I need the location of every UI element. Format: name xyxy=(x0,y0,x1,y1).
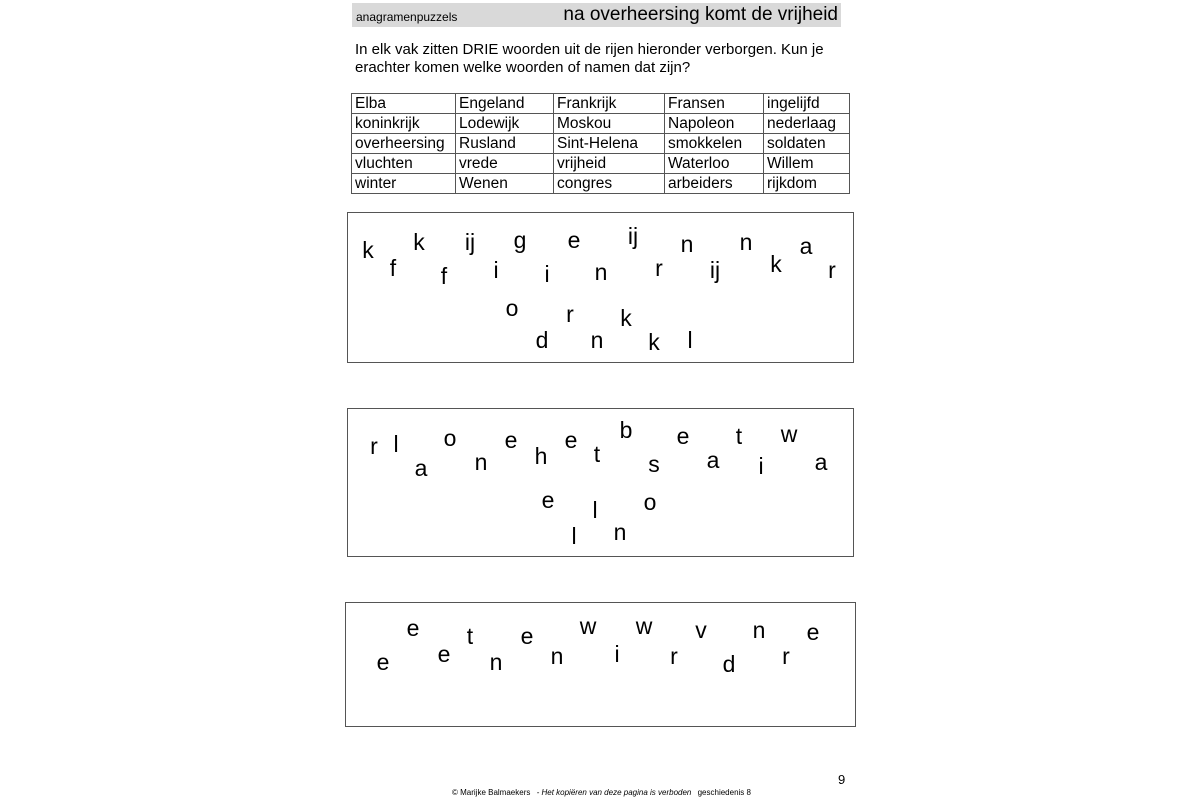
word-table-cell: Waterloo xyxy=(665,154,764,174)
puzzle-letter: r xyxy=(670,643,678,669)
word-table-cell: ingelijfd xyxy=(764,94,850,114)
word-table-cell: arbeiders xyxy=(665,174,764,194)
word-table-cell: rijkdom xyxy=(764,174,850,194)
puzzle-letter: n xyxy=(752,617,766,643)
puzzle-letter: n xyxy=(594,259,608,285)
puzzle-letter: r xyxy=(566,301,574,327)
puzzle-letter: n xyxy=(613,519,627,545)
word-table-cell: winter xyxy=(352,174,456,194)
word-table-cell: overheersing xyxy=(352,134,456,154)
puzzle-letter: ij xyxy=(627,223,639,249)
word-table-cell: Willem xyxy=(764,154,850,174)
word-table-row xyxy=(352,114,850,134)
word-table-row xyxy=(352,154,850,174)
puzzle-letter: e xyxy=(376,649,390,675)
word-table-cell: Napoleon xyxy=(665,114,764,134)
puzzle-box-2 xyxy=(347,408,854,557)
word-table-cell: Sint-Helena xyxy=(554,134,665,154)
puzzle-letter: ij xyxy=(709,257,721,283)
puzzle-letter: i xyxy=(614,641,620,667)
puzzle-letter: f xyxy=(389,255,397,281)
word-table-cell: Lodewijk xyxy=(456,114,554,134)
puzzle-letter: n xyxy=(474,449,488,475)
page-number: 9 xyxy=(838,772,846,787)
puzzle-letter: l xyxy=(687,327,693,353)
puzzle-letter: k xyxy=(620,305,632,331)
page-title: na overheersing komt de vrijheid xyxy=(563,4,838,25)
word-table-cell: vrede xyxy=(456,154,554,174)
word-table-row xyxy=(352,174,850,194)
puzzle-letter: a xyxy=(414,455,428,481)
puzzle-letter: i xyxy=(544,261,550,287)
word-table-cell: Frankrijk xyxy=(554,94,665,114)
word-table-cell: Moskou xyxy=(554,114,665,134)
word-table-cell: koninkrijk xyxy=(352,114,456,134)
word-table-cell: Elba xyxy=(352,94,456,114)
puzzle-letter: b xyxy=(619,417,633,443)
puzzle-letter: a xyxy=(799,233,813,259)
puzzle-letter: r xyxy=(655,255,663,281)
word-table-cell: nederlaag xyxy=(764,114,850,134)
word-table-row xyxy=(352,134,850,154)
word-table-cell: Wenen xyxy=(456,174,554,194)
puzzle-letter: k xyxy=(770,251,782,277)
puzzle-letter: ij xyxy=(464,229,476,255)
puzzle-box-1 xyxy=(347,212,854,363)
puzzle-letter: n xyxy=(680,231,694,257)
word-table-cell: vrijheid xyxy=(554,154,665,174)
header-bar xyxy=(352,3,841,27)
puzzle-letter: r xyxy=(828,257,836,283)
puzzle-letter: e xyxy=(676,423,690,449)
puzzle-letter: w xyxy=(635,613,653,639)
puzzle-letter: e xyxy=(504,427,518,453)
puzzle-letter: k xyxy=(362,237,374,263)
puzzle-letter: r xyxy=(782,643,790,669)
puzzle-letter: l xyxy=(571,523,577,549)
puzzle-letter: d xyxy=(535,327,549,353)
puzzle-letter: t xyxy=(593,441,601,467)
word-table-row xyxy=(352,94,850,114)
puzzle-letter: e xyxy=(567,227,581,253)
puzzle-letter: i xyxy=(493,257,499,283)
puzzle-letter: n xyxy=(739,229,753,255)
puzzle-letter: d xyxy=(722,651,736,677)
puzzle-letter: w xyxy=(579,613,597,639)
puzzle-letter: e xyxy=(806,619,820,645)
puzzle-letter: n xyxy=(489,649,503,675)
header-category: anagramenpuzzels xyxy=(356,10,458,24)
puzzle-letter: e xyxy=(541,487,555,513)
puzzle-letter: l xyxy=(393,431,399,457)
puzzle-letter: o xyxy=(443,425,457,451)
puzzle-letter: e xyxy=(564,427,578,453)
puzzle-letter: o xyxy=(643,489,657,515)
puzzle-letter: r xyxy=(370,433,378,459)
footer-subject: geschiedenis 8 xyxy=(697,788,751,797)
puzzle-letter: l xyxy=(592,497,598,523)
footer-copyright: © Marijke Balmaekers xyxy=(452,788,531,797)
puzzle-letter: e xyxy=(437,641,451,667)
puzzle-letter: n xyxy=(550,643,564,669)
puzzle-letter: w xyxy=(780,421,798,447)
puzzle-letter: g xyxy=(513,227,527,253)
word-table-cell: vluchten xyxy=(352,154,456,174)
puzzle-letter: s xyxy=(648,451,660,477)
puzzle-letter: h xyxy=(534,443,548,469)
puzzle-letter: k xyxy=(413,229,425,255)
puzzle-letter: i xyxy=(758,453,764,479)
puzzle-letter: e xyxy=(520,623,534,649)
instructions-text: In elk vak zitten DRIE woorden uit de rijen hieronder verborgen. Kun je erachter komen welke woorden of namen dat zijn? xyxy=(355,41,824,76)
footer xyxy=(452,788,751,797)
puzzle-letter: a xyxy=(814,449,828,475)
puzzle-letter: t xyxy=(735,423,743,449)
puzzle-box-3 xyxy=(345,602,856,727)
word-table-cell: congres xyxy=(554,174,665,194)
word-table-cell: Rusland xyxy=(456,134,554,154)
word-table-cell: Engeland xyxy=(456,94,554,114)
word-table-cell: smokkelen xyxy=(665,134,764,154)
puzzle-letter: t xyxy=(466,623,474,649)
puzzle-letter: o xyxy=(505,295,519,321)
puzzle-letter: f xyxy=(440,263,448,289)
word-table-cell: Fransen xyxy=(665,94,764,114)
puzzle-letter: n xyxy=(590,327,604,353)
word-table-cell: soldaten xyxy=(764,134,850,154)
puzzle-letter: e xyxy=(406,615,420,641)
puzzle-letter: k xyxy=(648,329,660,355)
puzzle-letter: v xyxy=(695,617,707,643)
puzzle-letter: a xyxy=(706,447,720,473)
word-table xyxy=(351,93,850,194)
footer-note: - Het kopiëren van deze pagina is verboden xyxy=(536,788,692,797)
